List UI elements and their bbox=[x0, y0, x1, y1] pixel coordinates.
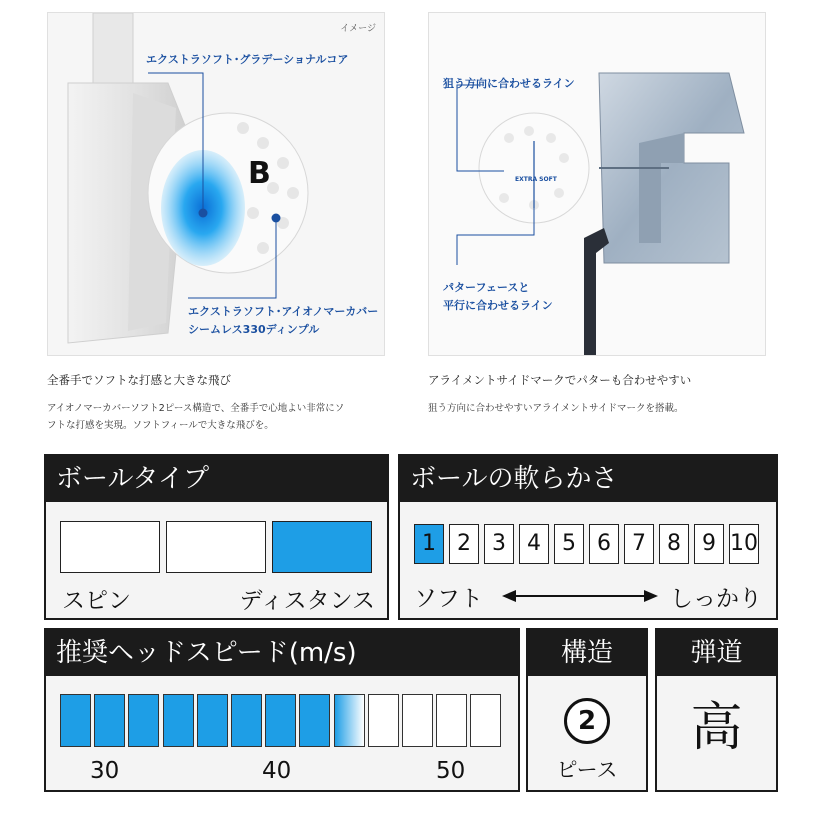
softness-level-3: 3 bbox=[484, 524, 514, 564]
head-speed-cell bbox=[197, 694, 228, 747]
left-caption-body bbox=[47, 400, 392, 434]
softness-level-4: 4 bbox=[519, 524, 549, 564]
trajectory-panel bbox=[655, 628, 778, 792]
ball-type-right-label: ディスタンス bbox=[239, 588, 375, 614]
ball-cross-section-illustration bbox=[47, 12, 385, 356]
aim-line-callout: 狙う方向に合わせるライン bbox=[443, 77, 575, 90]
head-speed-panel bbox=[44, 628, 520, 792]
softness-level-9: 9 bbox=[694, 524, 724, 564]
head-speed-cell bbox=[265, 694, 296, 747]
softness-level-2: 2 bbox=[449, 524, 479, 564]
head-speed-cell bbox=[60, 694, 91, 747]
head-speed-cell bbox=[334, 694, 365, 747]
head-speed-title: 推奨ヘッドスピード(m/s) bbox=[46, 630, 518, 676]
head-speed-cell bbox=[94, 694, 125, 747]
head-speed-cell bbox=[470, 694, 501, 747]
svg-text:B: B bbox=[248, 156, 271, 191]
softness-panel bbox=[398, 454, 778, 620]
ball-type-title: ボールタイプ bbox=[46, 456, 387, 502]
head-speed-cell bbox=[299, 694, 330, 747]
softness-arrow-icon bbox=[500, 588, 660, 604]
softness-level-8: 8 bbox=[659, 524, 689, 564]
structure-number-badge bbox=[564, 698, 610, 744]
head-speed-bar bbox=[60, 694, 505, 747]
ball-type-panel bbox=[44, 454, 389, 620]
softness-level-6: 6 bbox=[589, 524, 619, 564]
softness-scale bbox=[414, 524, 764, 568]
head-speed-cell bbox=[402, 694, 433, 747]
left-caption-body-line1: アイオノマーカバーソフト2ピース構造で、全番手で心地よい非常にソ bbox=[47, 403, 345, 414]
head-speed-cell bbox=[128, 694, 159, 747]
cover-callout-line1: エクストラソフト･アイオノマーカバー bbox=[188, 305, 379, 318]
head-speed-tick-40: 40 bbox=[262, 758, 292, 784]
head-speed-tick-30: 30 bbox=[90, 758, 120, 784]
face-line-callout-line2: 平行に合わせるライン bbox=[443, 299, 553, 312]
head-speed-cell bbox=[368, 694, 399, 747]
head-speed-tick-50: 50 bbox=[436, 758, 466, 784]
softness-level-10: 10 bbox=[729, 524, 759, 564]
head-speed-cell bbox=[231, 694, 262, 747]
cover-callout-line2: シームレス330ディンプル bbox=[188, 323, 320, 336]
softness-left-label: ソフト bbox=[414, 586, 483, 612]
right-caption-title: アライメントサイドマークでパターも合わせやすい bbox=[428, 373, 692, 387]
softness-level-7: 7 bbox=[624, 524, 654, 564]
ball-type-segment-middle bbox=[166, 521, 266, 573]
head-speed-cell bbox=[436, 694, 467, 747]
face-line-callout-line1: パターフェースと bbox=[443, 281, 530, 294]
core-callout: エクストラソフト･グラデーショナルコア bbox=[146, 53, 349, 66]
image-note: イメージ bbox=[340, 24, 376, 34]
left-caption-title: 全番手でソフトな打感と大きな飛び bbox=[47, 373, 231, 387]
structure-panel bbox=[526, 628, 648, 792]
structure-number: 2 bbox=[577, 706, 597, 736]
structure-title: 構造 bbox=[528, 630, 646, 676]
right-caption-body: 狙う方向に合わせやすいアライメントサイドマークを搭載。 bbox=[428, 403, 684, 414]
ball-side-mark: EXTRA SOFT bbox=[515, 176, 557, 183]
putter-alignment-illustration bbox=[428, 12, 766, 356]
trajectory-value: 高 bbox=[690, 698, 743, 758]
ball-type-segment-spin bbox=[60, 521, 160, 573]
ball-type-segment-distance bbox=[272, 521, 372, 573]
softness-level-5: 5 bbox=[554, 524, 584, 564]
trajectory-title: 弾道 bbox=[657, 630, 776, 676]
softness-right-label: しっかり bbox=[670, 586, 762, 612]
left-caption-body-line2: フトな打感を実現。ソフトフィールで大きな飛びを。 bbox=[47, 420, 274, 431]
head-speed-cell bbox=[163, 694, 194, 747]
structure-label: ピース bbox=[556, 758, 618, 782]
softness-title: ボールの軟らかさ bbox=[400, 456, 776, 502]
ball-type-left-label: スピン bbox=[62, 588, 131, 614]
softness-level-1: 1 bbox=[414, 524, 444, 564]
